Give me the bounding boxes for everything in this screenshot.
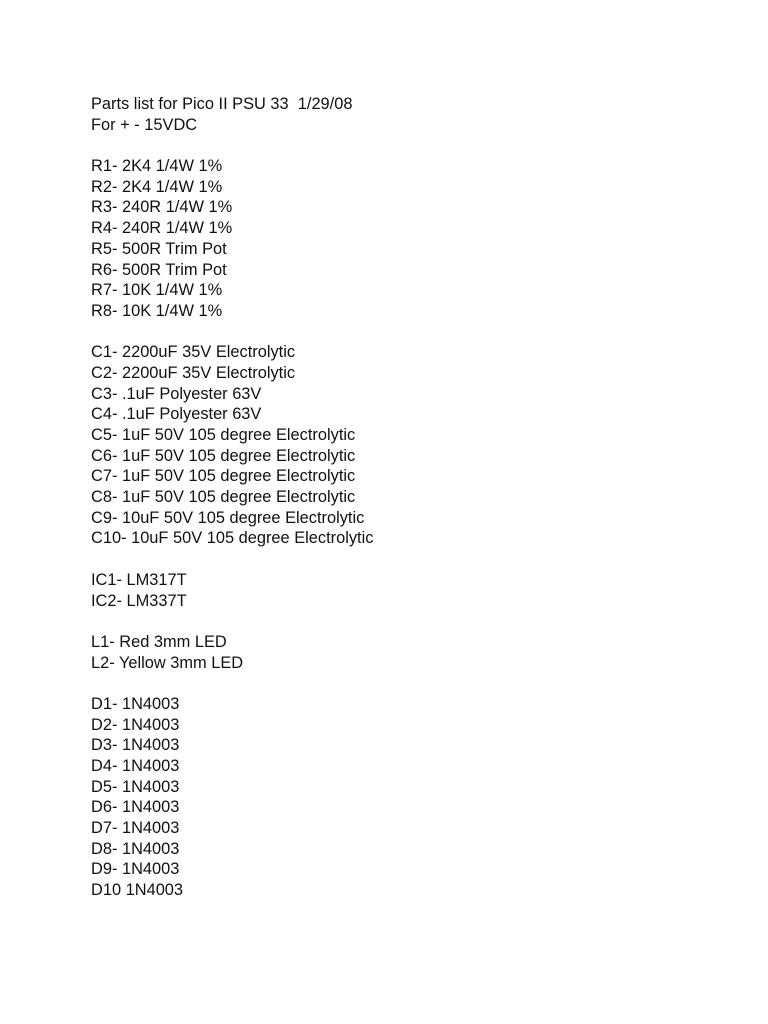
list-item-diode: D7- 1N4003 — [91, 819, 180, 838]
document-title: Parts list for Pico II PSU 33 1/29/08 — [91, 95, 353, 113]
list-item-diode: D8- 1N4003 — [91, 839, 180, 858]
ic-section — [91, 570, 731, 611]
list-item-resistor: R2- 2K4 1/4W 1% — [91, 177, 223, 196]
list-item-diode: D5- 1N4003 — [91, 777, 180, 796]
list-item-resistor: R8- 10K 1/4W 1% — [91, 301, 223, 320]
list-item-resistor: R7- 10K 1/4W 1% — [91, 281, 223, 300]
list-item-capacitor: C2- 2200uF 35V Electrolytic — [91, 363, 296, 382]
list-item-resistor: R5- 500R Trim Pot — [91, 239, 227, 258]
capacitor-section — [91, 342, 731, 549]
list-item-capacitor: C8- 1uF 50V 105 degree Electrolytic — [91, 488, 356, 507]
list-item-diode: D4- 1N4003 — [91, 757, 180, 775]
list-item-diode: D2- 1N4003 — [91, 715, 180, 734]
spacer — [91, 673, 731, 694]
list-item-resistor: R1- 2K4 1/4W 1% — [91, 157, 223, 176]
list-item-diode: D6- 1N4003 — [91, 798, 180, 817]
list-item-capacitor: C7- 1uF 50V 105 degree Electrolytic — [91, 467, 356, 486]
resistor-section — [91, 156, 731, 322]
list-item-capacitor: C6- 1uF 50V 105 degree Electrolytic — [91, 446, 356, 465]
list-item-resistor: R6- 500R Trim Pot — [91, 260, 227, 279]
list-item-diode: D10 1N4003 — [91, 881, 184, 900]
spacer — [91, 322, 731, 343]
list-item-capacitor: C1- 2200uF 35V Electrolytic — [91, 343, 296, 362]
list-item-capacitor: C10- 10uF 50V 105 degree Electrolytic — [91, 529, 374, 548]
list-item-led: L2- Yellow 3mm LED — [91, 653, 244, 672]
spacer — [91, 135, 731, 156]
list-item-capacitor: C4- .1uF Polyester 63V — [91, 405, 262, 424]
parts-list — [91, 94, 731, 901]
list-item-diode: D1- 1N4003 — [91, 694, 180, 713]
list-item-ic: IC1- LM317T — [91, 570, 187, 589]
list-item-resistor: R3- 240R 1/4W 1% — [91, 198, 233, 217]
list-item-capacitor: C3- .1uF Polyester 63V — [91, 384, 262, 403]
list-item-capacitor: C9- 10uF 50V 105 degree Electrolytic — [91, 508, 365, 527]
list-item-ic: IC2- LM337T — [91, 591, 187, 610]
voltage-spec: For + - 15VDC — [91, 115, 198, 134]
list-item-capacitor: C5- 1uF 50V 105 degree Electrolytic — [91, 426, 356, 444]
list-item-diode: D9- 1N4003 — [91, 860, 180, 879]
list-item-led: L1- Red 3mm LED — [91, 632, 227, 651]
led-section — [91, 632, 731, 673]
spacer — [91, 549, 731, 570]
diode-section — [91, 694, 731, 901]
spacer — [91, 611, 731, 632]
list-item-resistor: R4- 240R 1/4W 1% — [91, 219, 233, 238]
list-item-diode: D3- 1N4003 — [91, 736, 180, 755]
